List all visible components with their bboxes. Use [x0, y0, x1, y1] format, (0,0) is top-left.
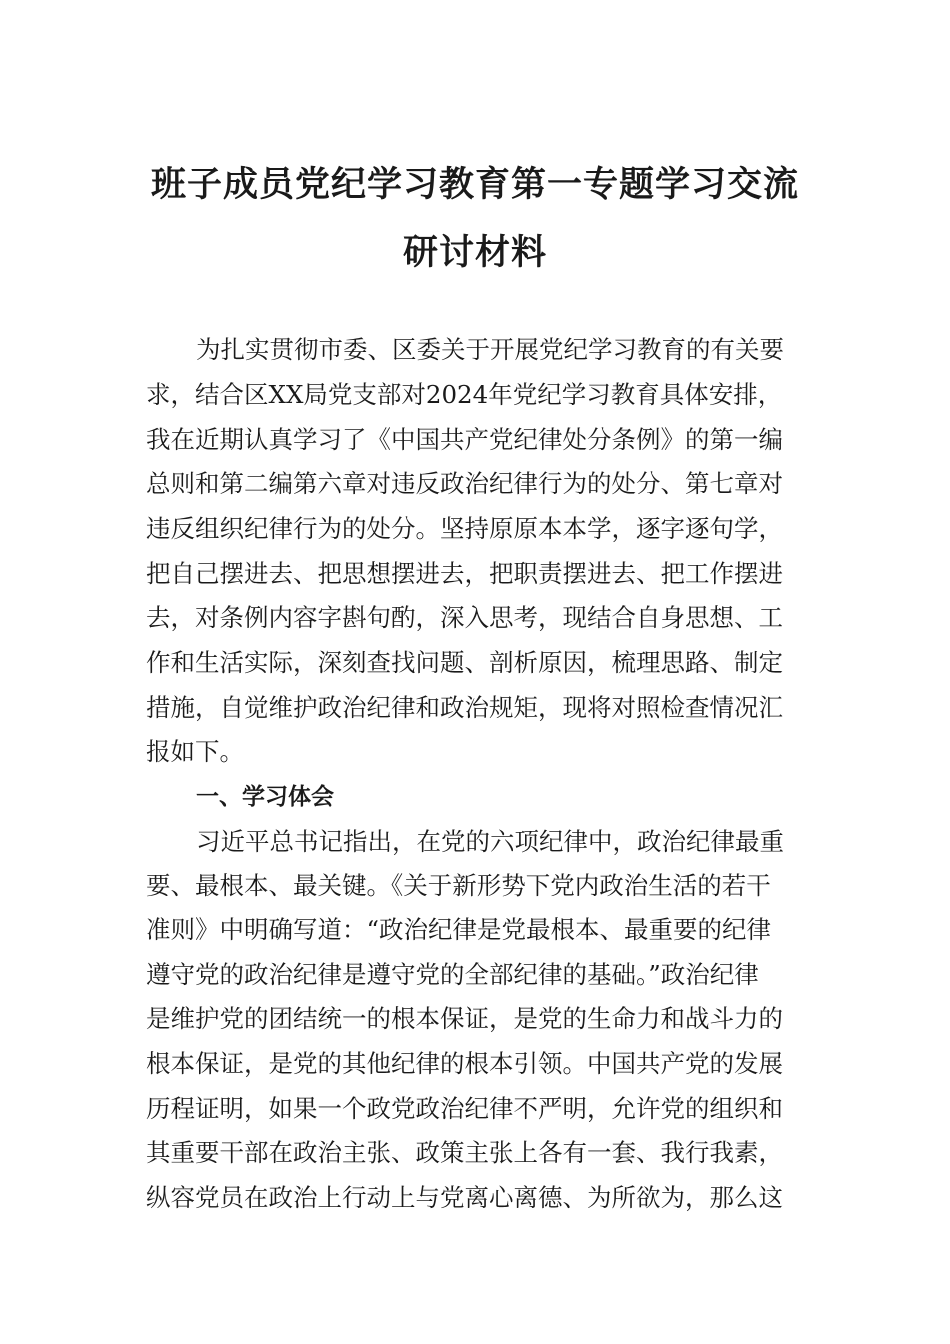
paragraph-1-line: 措施，自觉维护政治纪律和政治规矩，现将对照检查情况汇 — [146, 693, 783, 722]
paragraph-1-line: 为扎实贯彻市委、区委关于开展党纪学习教育的有关要 — [196, 335, 784, 364]
section-heading: 一、学习体会 — [196, 784, 334, 810]
paragraph-2-line: 根本保证，是党的其他纪律的根本引领。中国共产党的发展 — [146, 1049, 783, 1078]
paragraph-2-line: 是维护党的团结统一的根本保证，是党的生命力和战斗力的 — [146, 1004, 783, 1033]
paragraph-2-line: 习近平总书记指出，在党的六项纪律中，政治纪律最重 — [196, 827, 784, 856]
paragraph-2-line: 其重要干部在政治主张、政策主张上各有一套、我行我素， — [146, 1138, 783, 1167]
paragraph-1-line: 违反组织纪律行为的处分。坚持原原本本学，逐字逐句学， — [146, 514, 783, 543]
document-title-line-1: 班子成员党纪学习教育第一专题学习交流 — [150, 165, 799, 205]
paragraph-1-line: 把自己摆进去、把思想摆进去，把职责摆进去、把工作摆进 — [146, 559, 783, 588]
paragraph-2-line: 纵容党员在政治上行动上与党离心离德、为所欲为，那么这 — [146, 1183, 783, 1212]
paragraph-1-line: 我在近期认真学习了《中国共产党纪律处分条例》的第一编 — [146, 425, 783, 454]
paragraph-1-line: 求，结合区XX局党支部对2024年党纪学习教育具体安排， — [146, 380, 783, 409]
paragraph-2-line: 准则》中明确写道：“政治纪律是党最根本、最重要的纪律 — [146, 915, 772, 944]
paragraph-2-line: 历程证明，如果一个政党政治纪律不严明，允许党的组织和 — [146, 1094, 783, 1123]
paragraph-1-line: 总则和第二编第六章对违反政治纪律行为的处分、第七章对 — [146, 469, 783, 498]
document-title-line-2: 研讨材料 — [402, 233, 547, 273]
paragraph-1-line: 报如下。 — [146, 737, 244, 766]
paragraph-2-line: 要、最根本、最关键。《关于新形势下党内政治生活的若干 — [146, 871, 771, 900]
paragraph-2-line: 遵守党的政治纪律是遵守党的全部纪律的基础。”政治纪律 — [146, 960, 759, 989]
paragraph-1-line: 去，对条例内容字斟句酌，深入思考，现结合自身思想、工 — [146, 603, 783, 632]
paragraph-1-line: 作和生活实际，深刻查找问题、剖析原因，梳理思路、制定 — [146, 648, 783, 677]
